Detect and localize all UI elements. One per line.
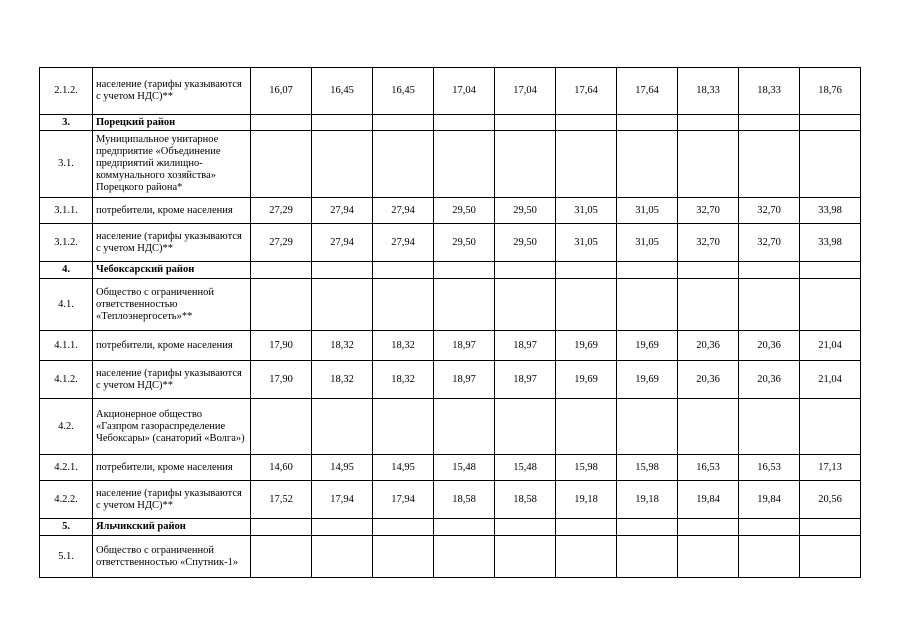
tariff-value: 15,98: [556, 455, 617, 481]
row-number: 5.1.: [40, 536, 93, 578]
tariff-value: 18,97: [434, 331, 495, 361]
tariff-value: [556, 262, 617, 279]
tariff-value: 21,04: [800, 331, 861, 361]
row-label: Муниципальное унитарное предприятие «Объединение предприятий жилищно-коммунального хозяйства» Порецкого района*: [93, 131, 251, 198]
tariff-value: 27,94: [312, 224, 373, 262]
table-row: [40, 68, 861, 115]
tariff-value: 18,97: [434, 361, 495, 399]
tariff-value: [617, 279, 678, 331]
tariff-value: [556, 536, 617, 578]
table-row: [40, 198, 861, 224]
tariff-value: [434, 262, 495, 279]
tariff-value: [739, 115, 800, 131]
tariff-value: 27,29: [251, 198, 312, 224]
tariff-value: [312, 519, 373, 536]
tariff-value: 17,90: [251, 331, 312, 361]
tariff-value: [617, 262, 678, 279]
row-number: 4.2.1.: [40, 455, 93, 481]
row-label: Общество с ограниченной ответственностью «Теплоэнергосеть»**: [93, 279, 251, 331]
tariff-value: 20,56: [800, 481, 861, 519]
tariff-value: [373, 262, 434, 279]
table-row: [40, 455, 861, 481]
tariff-value: [617, 131, 678, 198]
tariff-value: 31,05: [617, 198, 678, 224]
row-number: 3.1.1.: [40, 198, 93, 224]
row-number: 4.: [40, 262, 93, 279]
row-number: 2.1.2.: [40, 68, 93, 115]
organization-row: [40, 279, 861, 331]
tariff-value: 19,18: [556, 481, 617, 519]
tariff-value: [251, 399, 312, 455]
tariff-value: 18,32: [312, 361, 373, 399]
tariff-value: 27,94: [373, 198, 434, 224]
tariff-value: 16,53: [678, 455, 739, 481]
district-name: Яльчикский район: [93, 519, 251, 536]
tariff-value: [495, 131, 556, 198]
tariff-value: 18,32: [373, 331, 434, 361]
tariff-value: 15,48: [434, 455, 495, 481]
row-label: потребители, кроме населения: [93, 455, 251, 481]
tariff-value: [678, 279, 739, 331]
tariff-value: 33,98: [800, 224, 861, 262]
tariff-value: [556, 115, 617, 131]
tariff-value: 15,98: [617, 455, 678, 481]
row-label: Акционерное общество «Газпром газораспределение Чебоксары» (санаторий «Волга»): [93, 399, 251, 455]
row-number: 4.2.2.: [40, 481, 93, 519]
tariff-value: 20,36: [739, 331, 800, 361]
tariff-value: [312, 279, 373, 331]
tariff-value: 15,48: [495, 455, 556, 481]
tariff-value: [739, 262, 800, 279]
tariff-value: 31,05: [617, 224, 678, 262]
tariff-value: 32,70: [739, 224, 800, 262]
tariff-value: [800, 279, 861, 331]
tariff-value: [617, 519, 678, 536]
tariff-value: [556, 519, 617, 536]
table-row: [40, 224, 861, 262]
tariff-value: [678, 115, 739, 131]
tariff-value: [495, 399, 556, 455]
tariff-value: 18,33: [678, 68, 739, 115]
tariff-value: [251, 279, 312, 331]
tariff-value: [800, 115, 861, 131]
tariff-value: 32,70: [678, 198, 739, 224]
tariff-value: [434, 519, 495, 536]
tariff-value: 32,70: [678, 224, 739, 262]
tariff-value: 19,84: [678, 481, 739, 519]
tariff-value: 18,76: [800, 68, 861, 115]
tariff-value: [312, 399, 373, 455]
table-row: [40, 361, 861, 399]
tariff-value: 16,53: [739, 455, 800, 481]
district-name: Порецкий район: [93, 115, 251, 131]
tariff-value: [373, 519, 434, 536]
tariff-value: 18,32: [312, 331, 373, 361]
tariff-value: 16,45: [373, 68, 434, 115]
district-name: Чебоксарский район: [93, 262, 251, 279]
row-number: 3.: [40, 115, 93, 131]
tariff-value: 18,97: [495, 361, 556, 399]
tariff-value: [312, 115, 373, 131]
row-number: 4.1.: [40, 279, 93, 331]
row-number: 4.2.: [40, 399, 93, 455]
tariff-value: [800, 131, 861, 198]
tariff-value: [678, 399, 739, 455]
row-label: население (тарифы указываются с учетом НДС)**: [93, 481, 251, 519]
row-label: потребители, кроме населения: [93, 198, 251, 224]
tariff-table: [39, 67, 861, 578]
tariff-value: [373, 131, 434, 198]
table-row: [40, 331, 861, 361]
tariff-value: [251, 536, 312, 578]
tariff-value: 19,69: [617, 361, 678, 399]
tariff-value: [434, 131, 495, 198]
tariff-value: [739, 131, 800, 198]
tariff-value: [678, 536, 739, 578]
tariff-value: 17,13: [800, 455, 861, 481]
tariff-value: [800, 399, 861, 455]
tariff-value: 17,94: [312, 481, 373, 519]
tariff-value: 19,18: [617, 481, 678, 519]
tariff-value: 17,90: [251, 361, 312, 399]
tariff-value: 17,04: [495, 68, 556, 115]
tariff-value: 17,64: [556, 68, 617, 115]
tariff-value: [739, 279, 800, 331]
row-number: 4.1.2.: [40, 361, 93, 399]
tariff-value: 17,04: [434, 68, 495, 115]
tariff-value: [739, 536, 800, 578]
tariff-value: [312, 262, 373, 279]
tariff-value: 16,45: [312, 68, 373, 115]
tariff-value: [495, 536, 556, 578]
tariff-value: 14,60: [251, 455, 312, 481]
section-row: [40, 262, 861, 279]
tariff-value: [251, 262, 312, 279]
tariff-value: [678, 262, 739, 279]
tariff-value: [739, 399, 800, 455]
row-label: потребители, кроме населения: [93, 331, 251, 361]
tariff-value: 29,50: [434, 198, 495, 224]
row-label: Общество с ограниченной ответственностью «Спутник-1»: [93, 536, 251, 578]
tariff-value: 20,36: [739, 361, 800, 399]
tariff-value: 18,58: [495, 481, 556, 519]
tariff-value: 31,05: [556, 224, 617, 262]
tariff-value: [434, 279, 495, 331]
tariff-value: 16,07: [251, 68, 312, 115]
tariff-value: [495, 115, 556, 131]
tariff-value: [495, 279, 556, 331]
section-row: [40, 115, 861, 131]
tariff-value: [373, 399, 434, 455]
section-row: [40, 519, 861, 536]
tariff-value: 14,95: [373, 455, 434, 481]
tariff-value: [617, 115, 678, 131]
tariff-value: [495, 519, 556, 536]
tariff-value: 19,84: [739, 481, 800, 519]
tariff-value: 29,50: [495, 198, 556, 224]
tariff-value: 21,04: [800, 361, 861, 399]
tariff-value: 18,58: [434, 481, 495, 519]
tariff-value: [556, 279, 617, 331]
tariff-value: 18,97: [495, 331, 556, 361]
tariff-value: 32,70: [739, 198, 800, 224]
tariff-value: 17,52: [251, 481, 312, 519]
tariff-value: [251, 131, 312, 198]
tariff-value: [373, 115, 434, 131]
tariff-value: [434, 399, 495, 455]
tariff-value: 14,95: [312, 455, 373, 481]
tariff-value: [800, 262, 861, 279]
tariff-value: [434, 115, 495, 131]
tariff-value: 33,98: [800, 198, 861, 224]
tariff-value: [678, 519, 739, 536]
tariff-value: 29,50: [434, 224, 495, 262]
tariff-value: [617, 399, 678, 455]
tariff-value: [495, 262, 556, 279]
tariff-value: [434, 536, 495, 578]
row-number: 3.1.2.: [40, 224, 93, 262]
tariff-value: 27,29: [251, 224, 312, 262]
tariff-value: 18,32: [373, 361, 434, 399]
row-number: 5.: [40, 519, 93, 536]
tariff-value: 19,69: [556, 361, 617, 399]
tariff-value: [800, 536, 861, 578]
tariff-value: 20,36: [678, 361, 739, 399]
tariff-value: [373, 536, 434, 578]
table-row: [40, 481, 861, 519]
tariff-value: [312, 536, 373, 578]
tariff-value: [556, 399, 617, 455]
row-number: 4.1.1.: [40, 331, 93, 361]
tariff-value: [556, 131, 617, 198]
tariff-value: [800, 519, 861, 536]
tariff-value: [251, 115, 312, 131]
tariff-value: [617, 536, 678, 578]
tariff-value: 17,64: [617, 68, 678, 115]
organization-row: [40, 131, 861, 198]
row-label: население (тарифы указываются с учетом НДС)**: [93, 68, 251, 115]
tariff-value: [373, 279, 434, 331]
organization-row: [40, 399, 861, 455]
tariff-value: 29,50: [495, 224, 556, 262]
row-label: население (тарифы указываются с учетом НДС)**: [93, 224, 251, 262]
organization-row: [40, 536, 861, 578]
tariff-value: 31,05: [556, 198, 617, 224]
tariff-value: 27,94: [373, 224, 434, 262]
tariff-value: 27,94: [312, 198, 373, 224]
tariff-value: 19,69: [617, 331, 678, 361]
row-label: население (тарифы указываются с учетом НДС)**: [93, 361, 251, 399]
tariff-value: 18,33: [739, 68, 800, 115]
tariff-value: [678, 131, 739, 198]
tariff-value: [251, 519, 312, 536]
tariff-value: 20,36: [678, 331, 739, 361]
tariff-value: [739, 519, 800, 536]
tariff-value: [312, 131, 373, 198]
row-number: 3.1.: [40, 131, 93, 198]
tariff-value: 17,94: [373, 481, 434, 519]
tariff-value: 19,69: [556, 331, 617, 361]
